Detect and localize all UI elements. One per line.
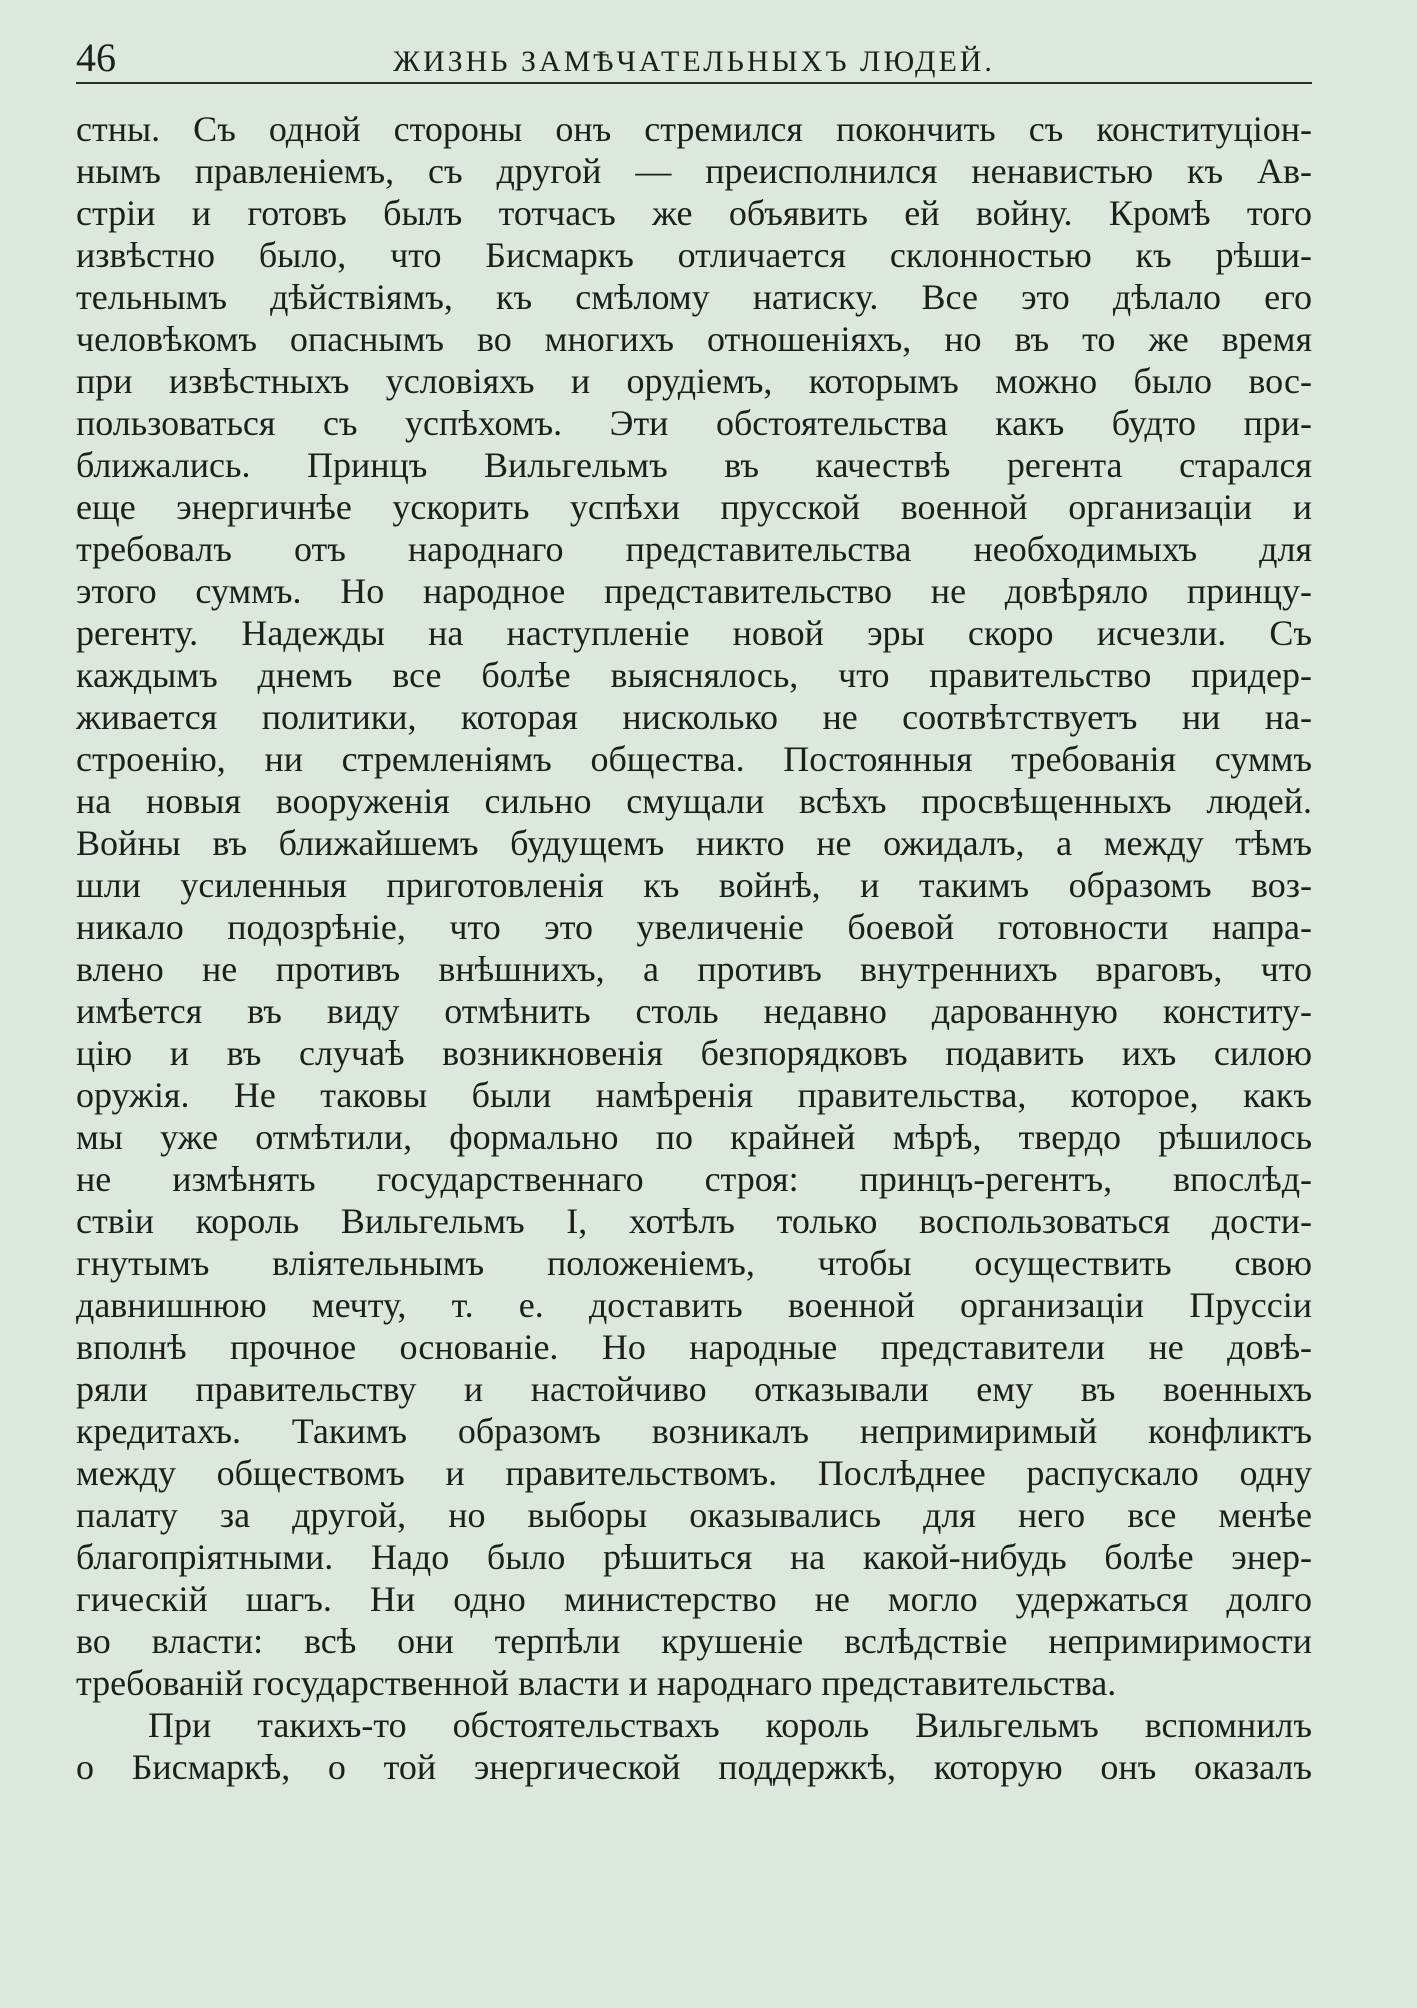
text-line: живается политики, которая нисколько не соотвѣтствуетъ ни на-	[76, 697, 1312, 737]
text-line: нымъ правленіемъ, съ другой — преисполнился ненавистью къ Ав-	[76, 151, 1312, 191]
text-line: палату за другой, но выборы оказывались для него все менѣе	[76, 1495, 1312, 1535]
text-line: При такихъ-то обстоятельствахъ король Вильгельмъ вспомнилъ	[148, 1705, 1312, 1745]
text-line: никало подозрѣніе, что это увеличеніе боевой готовности напра-	[76, 907, 1312, 947]
text-line: извѣстно было, что Бисмаркъ отличается склонностью къ рѣши-	[76, 235, 1312, 275]
page-number: 46	[76, 35, 116, 80]
text-line: каждымъ днемъ все болѣе выяснялось, что правительство придер-	[76, 655, 1312, 695]
paragraph-1	[76, 108, 1312, 1704]
text-line: влено не противъ внѣшнихъ, а противъ внутреннихъ враговъ, что	[76, 949, 1312, 989]
text-line: строенію, ни стремленіямъ общества. Постоянныя требованія суммъ	[76, 739, 1312, 779]
text-line: Войны въ ближайшемъ будущемъ никто не ожидалъ, а между тѣмъ	[76, 823, 1312, 863]
text-line: при извѣстныхъ условіяхъ и орудіемъ, которымъ можно было вос-	[76, 361, 1312, 401]
text-line: человѣкомъ опаснымъ во многихъ отношеніяхъ, но въ то же время	[76, 319, 1312, 359]
text-line: давнишнюю мечту, т. е. доставить военной организаціи Пруссіи	[76, 1285, 1312, 1325]
text-line: еще энергичнѣе ускорить успѣхи прусской военной организаціи и	[76, 487, 1312, 527]
text-line: стріи и готовъ былъ тотчасъ же объявить ей войну. Кромѣ того	[76, 193, 1312, 233]
running-head	[76, 30, 1312, 86]
text-line: гнутымъ вліятельнымъ положеніемъ, чтобы осуществить свою	[76, 1243, 1312, 1283]
text-line: кредитахъ. Такимъ образомъ возникалъ непримиримый конфликтъ	[76, 1411, 1312, 1451]
text-line: не измѣнять государственнаго строя: принцъ-регентъ, впослѣд-	[76, 1159, 1312, 1199]
text-line: оружія. Не таковы были намѣренія правительства, которое, какъ	[76, 1075, 1312, 1115]
text-line: шли усиленныя приготовленія къ войнѣ, и такимъ образомъ воз-	[76, 865, 1312, 905]
header-rule	[76, 82, 1312, 84]
text-line: между обществомъ и правительствомъ. Послѣднее распускало одну	[76, 1453, 1312, 1493]
text-line: вполнѣ прочное основаніе. Но народные представители не довѣ-	[76, 1327, 1312, 1367]
text-line: регенту. Надежды на наступленіе новой эры скоро исчезли. Съ	[76, 613, 1312, 653]
text-line: этого суммъ. Но народное представительство не довѣряло принцу-	[76, 571, 1312, 611]
text-line: ближались. Принцъ Вильгельмъ въ качествѣ регента старался	[76, 445, 1312, 485]
text-line: тельнымъ дѣйствіямъ, къ смѣлому натиску. Все это дѣлало его	[76, 277, 1312, 317]
running-title: ЖИЗНЬ ЗАМѢЧАТЕЛЬНЫХЪ ЛЮДЕЙ.	[393, 45, 995, 78]
text-line: гическій шагъ. Ни одно министерство не могло удержаться долго	[76, 1579, 1312, 1619]
text-line: ряли правительству и настойчиво отказывали ему въ военныхъ	[76, 1369, 1312, 1409]
text-line: имѣется въ виду отмѣнить столь недавно дарованную конститу-	[76, 991, 1312, 1031]
body-text	[76, 108, 1312, 1788]
text-line: о Бисмаркѣ, о той энергической поддержкѣ, которую онъ оказалъ	[76, 1747, 1312, 1787]
text-line: мы уже отмѣтили, формально по крайней мѣрѣ, твердо рѣшилось	[76, 1117, 1312, 1157]
text-line: во власти: всѣ они терпѣли крушеніе вслѣдствіе непримиримости	[76, 1621, 1312, 1661]
text-line: цію и въ случаѣ возникновенія безпорядковъ подавить ихъ силою	[76, 1033, 1312, 1073]
text-line: требованій государственной власти и народнаго представительства.	[76, 1663, 1117, 1703]
paragraph-2	[76, 1704, 1312, 1788]
text-line: благопріятными. Надо было рѣшиться на какой-нибудь болѣе энер-	[76, 1537, 1312, 1577]
text-line: стны. Съ одной стороны онъ стремился покончить съ конституціон-	[76, 109, 1312, 149]
text-line: ствіи король Вильгельмъ I, хотѣлъ только воспользоваться дости-	[76, 1201, 1312, 1241]
text-line: на новыя вооруженія сильно смущали всѣхъ просвѣщенныхъ людей.	[76, 781, 1312, 821]
text-line: требовалъ отъ народнаго представительства необходимыхъ для	[76, 529, 1312, 569]
text-line: пользоваться съ успѣхомъ. Эти обстоятельства какъ будто при-	[76, 403, 1312, 443]
